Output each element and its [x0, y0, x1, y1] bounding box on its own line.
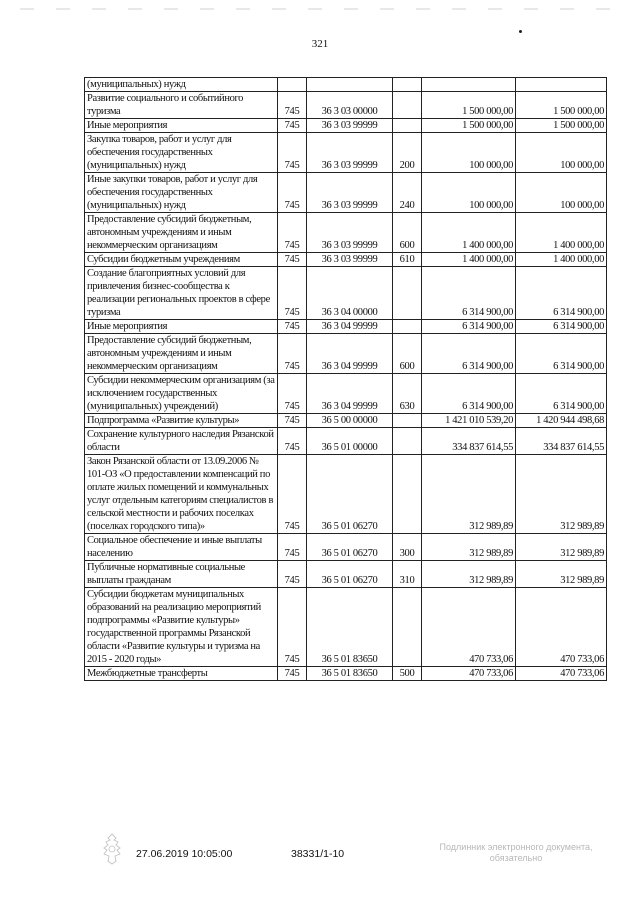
- table-row: [85, 133, 607, 173]
- cell-sum-year-1: 100 000,00: [422, 133, 516, 173]
- budget-table: [84, 77, 607, 681]
- cell-sum-year-2: 1 420 944 498,68: [516, 414, 607, 428]
- cell-sum-year-2: 6 314 900,00: [516, 334, 607, 374]
- cell-grbs: 745: [278, 213, 307, 253]
- cell-name: Социальное обеспечение и иные выплаты населению: [85, 534, 278, 561]
- cell-sum-year-2: 334 837 614,55: [516, 428, 607, 455]
- cell-expense-type: 310: [393, 561, 422, 588]
- cell-name: Развитие социального и событийного туризма: [85, 92, 278, 119]
- coat-of-arms-stamp-icon: [98, 832, 126, 866]
- table-row: [85, 561, 607, 588]
- cell-target-article: 36 5 01 00000: [307, 428, 393, 455]
- footer-date: 27.06.2019 10:05:00: [136, 848, 233, 860]
- scan-dot: [519, 30, 522, 33]
- cell-grbs: 745: [278, 455, 307, 534]
- cell-sum-year-1: 1 400 000,00: [422, 253, 516, 267]
- cell-expense-type: [393, 320, 422, 334]
- cell-sum-year-1: 6 314 900,00: [422, 267, 516, 320]
- cell-sum-year-1: 6 314 900,00: [422, 334, 516, 374]
- cell-sum-year-1: 1 421 010 539,20: [422, 414, 516, 428]
- cell-sum-year-1: 6 314 900,00: [422, 374, 516, 414]
- cell-sum-year-2: [516, 78, 607, 92]
- cell-grbs: 745: [278, 414, 307, 428]
- footer-watermark: [436, 842, 596, 864]
- cell-sum-year-1: 470 733,06: [422, 667, 516, 681]
- cell-expense-type: 200: [393, 133, 422, 173]
- cell-sum-year-1: 100 000,00: [422, 173, 516, 213]
- cell-sum-year-1: 470 733,06: [422, 588, 516, 667]
- cell-target-article: 36 3 03 99999: [307, 173, 393, 213]
- page-number: 321: [311, 38, 329, 50]
- cell-grbs: 745: [278, 92, 307, 119]
- table-row: [85, 253, 607, 267]
- cell-target-article: 36 3 04 99999: [307, 334, 393, 374]
- cell-target-article: 36 3 04 00000: [307, 267, 393, 320]
- cell-sum-year-2: 6 314 900,00: [516, 320, 607, 334]
- cell-target-article: 36 3 03 99999: [307, 133, 393, 173]
- cell-sum-year-1: 1 500 000,00: [422, 119, 516, 133]
- table-row: [85, 92, 607, 119]
- cell-target-article: 36 5 00 00000: [307, 414, 393, 428]
- cell-name: Публичные нормативные социальные выплаты гражданам: [85, 561, 278, 588]
- cell-grbs: 745: [278, 119, 307, 133]
- cell-sum-year-2: 312 989,89: [516, 534, 607, 561]
- cell-expense-type: [393, 92, 422, 119]
- table-row: [85, 213, 607, 253]
- cell-name: Предоставление субсидий бюджетным, автономным учреждениям и иным некоммерческим организациям: [85, 334, 278, 374]
- cell-name: Закупка товаров, работ и услуг для обеспечения государственных (муниципальных) нужд: [85, 133, 278, 173]
- cell-name: Создание благоприятных условий для привлечения бизнес-сообщества к реализации региональных проектов в сфере туризма: [85, 267, 278, 320]
- cell-name: Подпрограмма «Развитие культуры»: [85, 414, 278, 428]
- cell-grbs: [278, 78, 307, 92]
- cell-sum-year-2: 100 000,00: [516, 173, 607, 213]
- table-row: [85, 414, 607, 428]
- watermark-line-2: обязательно: [489, 853, 543, 863]
- budget-table-body: [85, 78, 607, 681]
- cell-target-article: 36 5 01 06270: [307, 455, 393, 534]
- cell-expense-type: [393, 588, 422, 667]
- cell-sum-year-1: 312 989,89: [422, 534, 516, 561]
- cell-sum-year-2: 312 989,89: [516, 455, 607, 534]
- table-row: [85, 374, 607, 414]
- cell-grbs: 745: [278, 428, 307, 455]
- table-row: [85, 667, 607, 681]
- cell-expense-type: 610: [393, 253, 422, 267]
- cell-name: Межбюджетные трансферты: [85, 667, 278, 681]
- cell-expense-type: [393, 119, 422, 133]
- cell-sum-year-1: 312 989,89: [422, 561, 516, 588]
- table-row: [85, 334, 607, 374]
- cell-expense-type: 300: [393, 534, 422, 561]
- cell-expense-type: [393, 267, 422, 320]
- cell-target-article: [307, 78, 393, 92]
- table-row: [85, 428, 607, 455]
- cell-grbs: 745: [278, 253, 307, 267]
- cell-name: Субсидии бюджетам муниципальных образований на реализацию мероприятий подпрограммы «Развитие культуры» государственной программы Рязанской области «Развитие культуры и туризма на 2015 - 2020 годы»: [85, 588, 278, 667]
- cell-grbs: 745: [278, 133, 307, 173]
- table-row: [85, 534, 607, 561]
- cell-target-article: 36 5 01 83650: [307, 667, 393, 681]
- cell-target-article: 36 3 03 99999: [307, 119, 393, 133]
- table-row: [85, 78, 607, 92]
- cell-grbs: 745: [278, 267, 307, 320]
- cell-sum-year-2: 470 733,06: [516, 588, 607, 667]
- footer-document-code: 38331/1-10: [291, 848, 345, 860]
- cell-grbs: 745: [278, 534, 307, 561]
- cell-target-article: 36 3 04 99999: [307, 320, 393, 334]
- cell-sum-year-1: 1 400 000,00: [422, 213, 516, 253]
- cell-expense-type: 500: [393, 667, 422, 681]
- cell-name: Субсидии некоммерческим организациям (за исключением государственных (муниципальных) учреждений): [85, 374, 278, 414]
- cell-target-article: 36 5 01 06270: [307, 561, 393, 588]
- cell-sum-year-2: 312 989,89: [516, 561, 607, 588]
- cell-sum-year-2: 1 500 000,00: [516, 119, 607, 133]
- cell-name: Иные мероприятия: [85, 119, 278, 133]
- cell-sum-year-1: 312 989,89: [422, 455, 516, 534]
- cell-grbs: 745: [278, 320, 307, 334]
- cell-sum-year-1: 334 837 614,55: [422, 428, 516, 455]
- cell-expense-type: 600: [393, 213, 422, 253]
- watermark-line-1: Подлинник электронного документа,: [439, 842, 593, 852]
- cell-expense-type: 630: [393, 374, 422, 414]
- cell-sum-year-1: 6 314 900,00: [422, 320, 516, 334]
- cell-sum-year-1: [422, 78, 516, 92]
- cell-grbs: 745: [278, 588, 307, 667]
- cell-expense-type: [393, 428, 422, 455]
- cell-expense-type: 240: [393, 173, 422, 213]
- cell-target-article: 36 3 03 00000: [307, 92, 393, 119]
- table-row: [85, 320, 607, 334]
- cell-expense-type: [393, 414, 422, 428]
- cell-grbs: 745: [278, 667, 307, 681]
- scan-edge: [0, 0, 640, 6]
- cell-sum-year-1: 1 500 000,00: [422, 92, 516, 119]
- cell-grbs: 745: [278, 561, 307, 588]
- cell-target-article: 36 3 04 99999: [307, 374, 393, 414]
- cell-sum-year-2: 6 314 900,00: [516, 267, 607, 320]
- cell-sum-year-2: 100 000,00: [516, 133, 607, 173]
- table-row: [85, 119, 607, 133]
- cell-name: Иные мероприятия: [85, 320, 278, 334]
- cell-expense-type: [393, 455, 422, 534]
- cell-sum-year-2: 1 500 000,00: [516, 92, 607, 119]
- cell-sum-year-2: 470 733,06: [516, 667, 607, 681]
- cell-target-article: 36 5 01 06270: [307, 534, 393, 561]
- cell-sum-year-2: 1 400 000,00: [516, 253, 607, 267]
- table-row: [85, 588, 607, 667]
- cell-name: Предоставление субсидий бюджетным, автономным учреждениям и иным некоммерческим организациям: [85, 213, 278, 253]
- cell-sum-year-2: 6 314 900,00: [516, 374, 607, 414]
- table-row: [85, 267, 607, 320]
- cell-sum-year-2: 1 400 000,00: [516, 213, 607, 253]
- cell-name: Иные закупки товаров, работ и услуг для обеспечения государственных (муниципальных) нужд: [85, 173, 278, 213]
- cell-name: (муниципальных) нужд: [85, 78, 278, 92]
- cell-name: Закон Рязанской области от 13.09.2006 № 101-ОЗ «О предоставлении компенсаций по оплате жилых помещений и коммунальных услуг отдельным категориям специалистов в сельской местности и рабочих поселках (поселках городского типа)»: [85, 455, 278, 534]
- cell-target-article: 36 3 03 99999: [307, 213, 393, 253]
- cell-grbs: 745: [278, 173, 307, 213]
- cell-grbs: 745: [278, 374, 307, 414]
- cell-target-article: 36 5 01 83650: [307, 588, 393, 667]
- table-row: [85, 173, 607, 213]
- table-row: [85, 455, 607, 534]
- cell-target-article: 36 3 03 99999: [307, 253, 393, 267]
- cell-expense-type: 600: [393, 334, 422, 374]
- cell-expense-type: [393, 78, 422, 92]
- cell-name: Субсидии бюджетным учреждениям: [85, 253, 278, 267]
- cell-name: Сохранение культурного наследия Рязанской области: [85, 428, 278, 455]
- cell-grbs: 745: [278, 334, 307, 374]
